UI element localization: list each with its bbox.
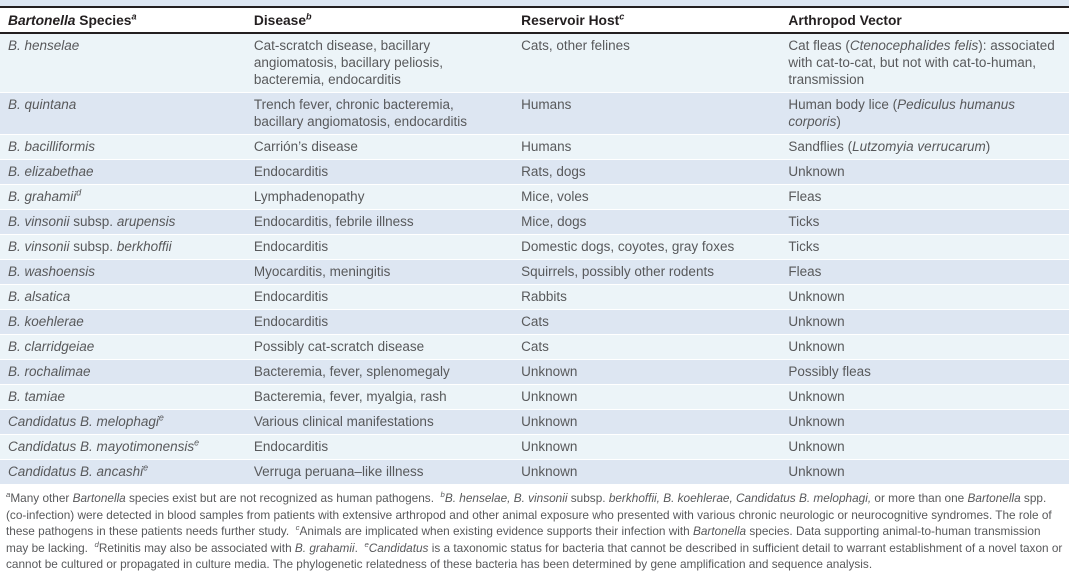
text-segment: species. Data supporting animal-to-human transmission may be lacking. [6, 524, 1041, 555]
table-row [0, 410, 1069, 435]
text-segment: Cat-scratch disease, bacillary angiomatosis, bacillary peliosis, bacteremia, endocarditis [253, 38, 443, 87]
text-segment: Various clinical manifestations [253, 414, 434, 429]
cell-vector [780, 360, 1069, 385]
text-segment: Fleas [788, 189, 822, 204]
footnote-marker: c [295, 523, 300, 533]
text-segment: Reservoir Host [521, 13, 620, 28]
cell-host [513, 93, 780, 135]
table-row [0, 160, 1069, 185]
table-header-row [0, 7, 1069, 33]
cell-host [513, 285, 780, 310]
cell-host [513, 335, 780, 360]
text-segment: Candidatus B. melophagi [8, 414, 159, 429]
text-segment: Unknown [788, 464, 845, 479]
text-segment: B. koehlerae [8, 314, 84, 329]
text-segment: Arthropod Vector [788, 13, 902, 28]
text-segment: Unknown [521, 439, 578, 454]
text-segment: Cats [521, 339, 549, 354]
table-row [0, 360, 1069, 385]
text-segment: ) [985, 139, 991, 154]
text-segment: Cats [521, 314, 549, 329]
text-segment: Unknown [521, 464, 578, 479]
table-row [0, 310, 1069, 335]
text-segment: Fleas [788, 264, 822, 279]
table-row [0, 210, 1069, 235]
text-segment: Cat fleas ( [788, 38, 850, 53]
table-row [0, 335, 1069, 360]
footnote-marker: b [306, 11, 312, 22]
text-segment: B. washoensis [8, 264, 96, 279]
text-segment: Carrión’s disease [253, 139, 358, 154]
table-footnotes [0, 485, 1069, 573]
text-segment: Lutzomyia verrucarum [852, 139, 986, 154]
text-segment: Unknown [788, 314, 845, 329]
cell-host [513, 410, 780, 435]
text-segment: Squirrels, possibly other rodents [521, 264, 714, 279]
cell-disease [246, 435, 513, 460]
text-segment: B. vinsonii [8, 239, 70, 254]
text-segment: Rats, dogs [521, 164, 586, 179]
text-segment: B. elizabethae [8, 164, 94, 179]
table-header [0, 7, 1069, 33]
cell-disease [246, 185, 513, 210]
cell-species [0, 335, 246, 360]
text-segment: Human body lice ( [788, 97, 898, 112]
text-segment: Bacteremia, fever, myalgia, rash [253, 389, 447, 404]
text-segment: Ticks [788, 239, 820, 254]
text-segment: or more than one [871, 491, 968, 505]
cell-species [0, 310, 246, 335]
text-segment: Humans [521, 139, 572, 154]
cell-disease [246, 135, 513, 160]
table-row [0, 135, 1069, 160]
cell-disease [246, 310, 513, 335]
column-header-disease [246, 7, 513, 33]
cell-species [0, 285, 246, 310]
cell-species [0, 235, 246, 260]
text-segment: Humans [521, 97, 572, 112]
text-segment: Domestic dogs, coyotes, gray foxes [521, 239, 735, 254]
cell-species [0, 260, 246, 285]
cell-vector [780, 410, 1069, 435]
text-segment: Possibly cat-scratch disease [253, 339, 425, 354]
cell-disease [246, 210, 513, 235]
text-segment: B. grahamii [8, 189, 77, 204]
text-segment: Animals are implicated when existing evidence supports their infection with [299, 524, 693, 539]
table-row [0, 235, 1069, 260]
text-segment: berkhoffii, B. koehlerae, Candidatus B. melophagi, [608, 491, 872, 505]
table-row [0, 285, 1069, 310]
table-row [0, 33, 1069, 93]
text-segment: subsp. [69, 214, 117, 229]
cell-host [513, 435, 780, 460]
text-segment: is a taxonomic status for bacteria that cannot be described in sufficient detail to warrant establishment of a novel taxon or cannot be cultured or propagated in culture media. The phylogenetic relatedness of these bacteria has been determined by gene amplification and sequence analysis. [6, 540, 1063, 572]
table-row [0, 435, 1069, 460]
cell-disease [246, 160, 513, 185]
cell-species [0, 385, 246, 410]
text-segment: Many other [10, 491, 73, 505]
text-segment: subsp. [567, 491, 609, 505]
text-segment: Bacteremia, fever, splenomegaly [253, 364, 450, 379]
cell-vector [780, 160, 1069, 185]
column-header-reservoir-host [513, 7, 780, 33]
text-segment: Unknown [521, 414, 578, 429]
cell-disease [246, 360, 513, 385]
cell-host [513, 360, 780, 385]
text-segment: Disease [253, 13, 307, 28]
text-segment: B. vinsonii [8, 214, 70, 229]
cell-species [0, 435, 246, 460]
text-segment: B. grahamii [294, 540, 355, 555]
footnote-marker: c [619, 11, 625, 22]
text-segment: Endocarditis [253, 314, 329, 329]
cell-vector [780, 185, 1069, 210]
cell-species [0, 33, 246, 93]
cell-disease [246, 410, 513, 435]
cell-species [0, 185, 246, 210]
cell-vector [780, 335, 1069, 360]
text-segment: Candidatus [368, 540, 429, 555]
text-segment: ) [836, 114, 841, 129]
cell-host [513, 210, 780, 235]
text-segment: B. tamiae [8, 389, 66, 404]
text-segment: Endocarditis, febrile illness [253, 214, 414, 229]
cell-species [0, 410, 246, 435]
cell-vector [780, 285, 1069, 310]
cell-species [0, 93, 246, 135]
cell-disease [246, 260, 513, 285]
footnote-marker: d [76, 187, 82, 198]
text-segment: species exist but are not recognized as human pathogens. [125, 491, 441, 505]
text-segment: Sandflies ( [788, 139, 853, 154]
cell-host [513, 260, 780, 285]
footnote-marker: b [440, 490, 445, 500]
cell-species [0, 360, 246, 385]
text-segment: Rabbits [521, 289, 567, 304]
text-segment: Unknown [788, 164, 845, 179]
cell-vector [780, 210, 1069, 235]
text-segment: B. quintana [8, 97, 77, 112]
cell-vector [780, 435, 1069, 460]
cell-vector [780, 135, 1069, 160]
text-segment: . [354, 540, 365, 555]
text-segment: B. rochalimae [8, 364, 91, 379]
text-segment: Lymphadenopathy [253, 189, 365, 204]
text-segment: Unknown [788, 339, 845, 354]
text-segment: Cats, other felines [521, 38, 630, 53]
cell-species [0, 460, 246, 485]
text-segment: Myocarditis, meningitis [253, 264, 391, 279]
cell-species [0, 135, 246, 160]
cell-host [513, 310, 780, 335]
table-row [0, 185, 1069, 210]
cell-host [513, 160, 780, 185]
cell-host [513, 460, 780, 485]
text-segment: Pediculus humanus corporis [788, 97, 1015, 129]
text-segment: Unknown [521, 389, 578, 404]
text-segment: arupensis [116, 214, 176, 229]
text-segment: Species [75, 13, 132, 28]
footnote-marker: a [131, 11, 137, 22]
text-segment: Possibly fleas [788, 364, 871, 379]
footnote-marker: d [94, 539, 99, 549]
cell-disease [246, 335, 513, 360]
cell-disease [246, 385, 513, 410]
text-segment: Unknown [788, 414, 845, 429]
text-segment: Bartonella [8, 13, 76, 28]
cell-species [0, 210, 246, 235]
cell-vector [780, 33, 1069, 93]
text-segment: Endocarditis [253, 164, 329, 179]
text-segment: B. alsatica [8, 289, 71, 304]
text-segment: Unknown [788, 389, 845, 404]
table-row [0, 93, 1069, 135]
text-segment: Unknown [788, 289, 845, 304]
column-header-species [0, 7, 246, 33]
text-segment: B. henselae [8, 38, 80, 53]
text-segment: Mice, dogs [521, 214, 587, 229]
text-segment: Bartonella [72, 491, 126, 505]
text-segment: Endocarditis [253, 289, 329, 304]
text-segment: Unknown [521, 364, 578, 379]
text-segment: subsp. [69, 239, 117, 254]
text-segment: B. bacilliformis [8, 139, 96, 154]
text-segment: Bartonella [692, 524, 747, 539]
text-segment: Candidatus B. mayotimonensis [8, 439, 195, 454]
text-segment: B. henselae, B. vinsonii [444, 491, 568, 505]
text-segment: Endocarditis [253, 239, 329, 254]
text-segment: Ticks [788, 214, 820, 229]
column-header-arthropod-vector [780, 7, 1069, 33]
cell-disease [246, 460, 513, 485]
cell-disease [246, 235, 513, 260]
footnote-marker: a [6, 490, 11, 500]
cell-host [513, 385, 780, 410]
cell-vector [780, 385, 1069, 410]
text-segment: Verruga peruana–like illness [253, 464, 424, 479]
text-segment: Ctenocephalides felis [849, 38, 979, 53]
text-segment: ): associated with cat-to-cat, but not with cat-to-human, transmission [788, 38, 1055, 87]
text-segment: Mice, voles [521, 189, 589, 204]
cell-vector [780, 310, 1069, 335]
cell-host [513, 33, 780, 93]
cell-host [513, 235, 780, 260]
cell-vector [780, 93, 1069, 135]
footnote-marker: e [143, 462, 149, 473]
cell-vector [780, 260, 1069, 285]
text-segment: Candidatus B. ancashi [8, 464, 144, 479]
bartonella-species-table [0, 6, 1069, 485]
cell-disease [246, 33, 513, 93]
text-segment: Trench fever, chronic bacteremia, bacillary angiomatosis, endocarditis [253, 97, 467, 129]
table-row [0, 260, 1069, 285]
cell-host [513, 135, 780, 160]
cell-disease [246, 285, 513, 310]
table-body [0, 33, 1069, 485]
cell-vector [780, 460, 1069, 485]
cell-species [0, 160, 246, 185]
footnote-marker: e [194, 437, 200, 448]
cell-vector [780, 235, 1069, 260]
footnote-marker: e [158, 412, 164, 423]
footnote-marker: e [364, 539, 369, 549]
text-segment: B. clarridgeiae [8, 339, 95, 354]
cell-disease [246, 93, 513, 135]
cell-host [513, 185, 780, 210]
table-row [0, 385, 1069, 410]
text-segment: berkhoffii [116, 239, 172, 254]
table-row [0, 460, 1069, 485]
text-segment: Bartonella [967, 491, 1021, 505]
text-segment: Endocarditis [253, 439, 329, 454]
text-segment: Unknown [788, 439, 845, 454]
text-segment: Retinitis may also be associated with [98, 540, 295, 555]
text-segment: spp. (co-infection) were detected in blood samples from patients with extensive arthropod and other animal exposure who presented with various chronic neurologic or neurocognitive syndromes. The role of these pathogens in these patients needs further study. [6, 491, 1052, 539]
